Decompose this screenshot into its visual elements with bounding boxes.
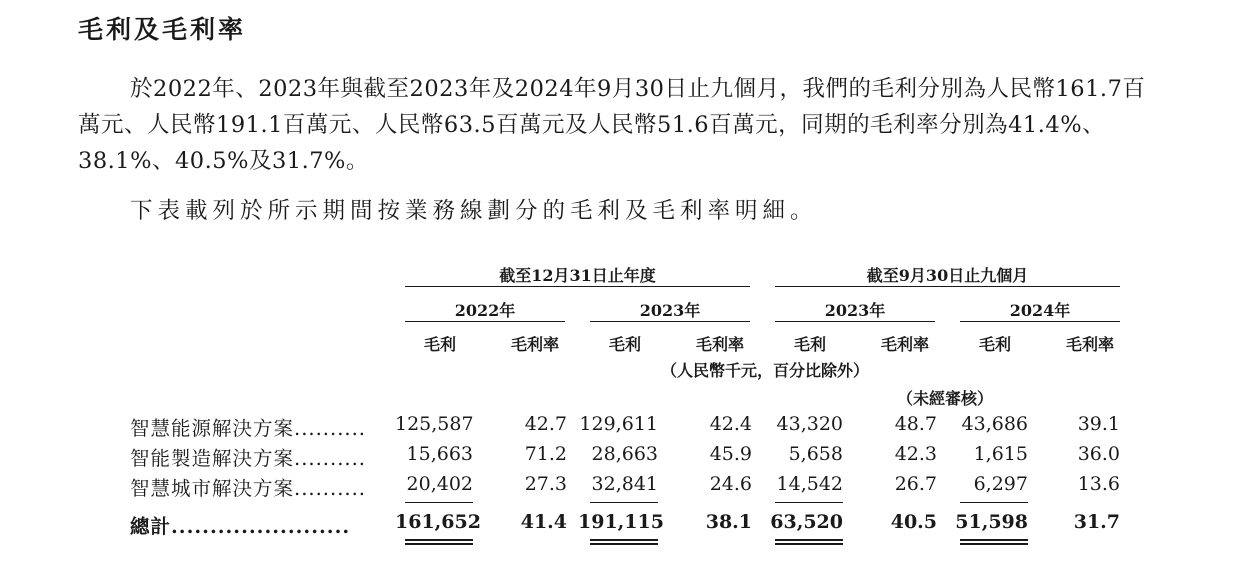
row-label-smart-energy: 智慧能源解決方案.......... — [130, 417, 366, 440]
col-header-gross-profit: 毛利 — [423, 335, 456, 354]
group-header-annual: 截至12月31日止年度 — [499, 266, 656, 285]
row-label-smart-manufacturing: 智能製造解決方案.......... — [130, 447, 366, 470]
col-header-margin: 毛利率 — [1065, 335, 1114, 354]
cell-value: 28,663 — [591, 443, 658, 465]
cell-value: 129,611 — [579, 413, 658, 435]
cell-value: 14,542 — [776, 473, 843, 495]
cell-value: 48.7 — [894, 413, 937, 435]
year-rule — [960, 321, 1120, 322]
year-header: 2023年 — [824, 301, 886, 320]
row-label-total: 總計....................... — [130, 515, 351, 538]
col-header-gross-profit: 毛利 — [793, 335, 826, 354]
total-double-rule — [960, 539, 1028, 545]
group-rule-annual — [405, 286, 750, 287]
row-label-smart-city: 智慧城市解決方案.......... — [130, 477, 366, 500]
cell-value: 42.7 — [524, 413, 567, 435]
total-value: 40.5 — [890, 511, 937, 533]
total-double-rule — [590, 539, 658, 545]
cell-value: 32,841 — [591, 473, 658, 495]
section-heading: 毛利及毛利率 — [78, 15, 247, 44]
total-value: 161,652 — [395, 511, 481, 533]
total-value: 38.1 — [705, 511, 752, 533]
cell-value: 125,587 — [395, 413, 474, 435]
cell-value: 5,658 — [788, 443, 843, 465]
cell-value: 13.6 — [1077, 473, 1120, 495]
cell-value: 15,663 — [406, 443, 473, 465]
total-value: 51,598 — [955, 511, 1028, 533]
cell-value: 42.3 — [894, 443, 937, 465]
subtotal-rule — [590, 502, 658, 503]
cell-value: 6,297 — [973, 473, 1028, 495]
year-header: 2022年 — [454, 301, 516, 320]
cell-value: 43,686 — [961, 413, 1028, 435]
total-value: 191,115 — [578, 511, 664, 533]
cell-value: 20,402 — [406, 473, 473, 495]
year-rule — [590, 321, 750, 322]
group-rule-nine-months — [775, 286, 1120, 287]
col-header-margin: 毛利率 — [880, 335, 929, 354]
total-double-rule — [775, 539, 843, 545]
year-header: 2024年 — [1009, 301, 1071, 320]
col-header-margin: 毛利率 — [695, 335, 744, 354]
cell-value: 27.3 — [524, 473, 567, 495]
year-rule — [775, 321, 935, 322]
cell-value: 43,320 — [776, 413, 843, 435]
total-double-rule — [405, 539, 473, 545]
total-value: 63,520 — [770, 511, 843, 533]
cell-value: 39.1 — [1077, 413, 1120, 435]
total-value: 41.4 — [520, 511, 567, 533]
unit-note: （人民幣千元，百分比除外） — [660, 361, 869, 380]
col-header-gross-profit: 毛利 — [978, 335, 1011, 354]
group-header-nine-months: 截至9月30日止九個月 — [866, 266, 1029, 285]
year-header: 2023年 — [639, 301, 701, 320]
cell-value: 26.7 — [894, 473, 937, 495]
subtotal-rule — [775, 502, 843, 503]
table-intro-paragraph: 下表載列於所示期間按業務線劃分的毛利及毛利率明細。 — [130, 198, 818, 224]
col-header-margin: 毛利率 — [510, 335, 559, 354]
summary-paragraph: 於2022年、2023年與截至2023年及2024年9月30日止九個月，我們的毛利分別為人民幣161.7百萬元、人民幣191.1百萬元、人民幣63.5百萬元及人民幣51.6百萬元，同期的毛利率分別為41.4%、38.1%、40.5%及31.7%。 — [78, 76, 1146, 174]
cell-value: 36.0 — [1077, 443, 1120, 465]
subtotal-rule — [960, 502, 1028, 503]
cell-value: 24.6 — [709, 473, 752, 495]
cell-value: 1,615 — [973, 443, 1028, 465]
cell-value: 45.9 — [709, 443, 752, 465]
year-rule — [405, 321, 565, 322]
unaudited-note: （未經審核） — [896, 389, 993, 408]
subtotal-rule — [405, 502, 473, 503]
cell-value: 71.2 — [524, 443, 567, 465]
total-value: 31.7 — [1073, 511, 1120, 533]
col-header-gross-profit: 毛利 — [608, 335, 641, 354]
cell-value: 42.4 — [709, 413, 752, 435]
